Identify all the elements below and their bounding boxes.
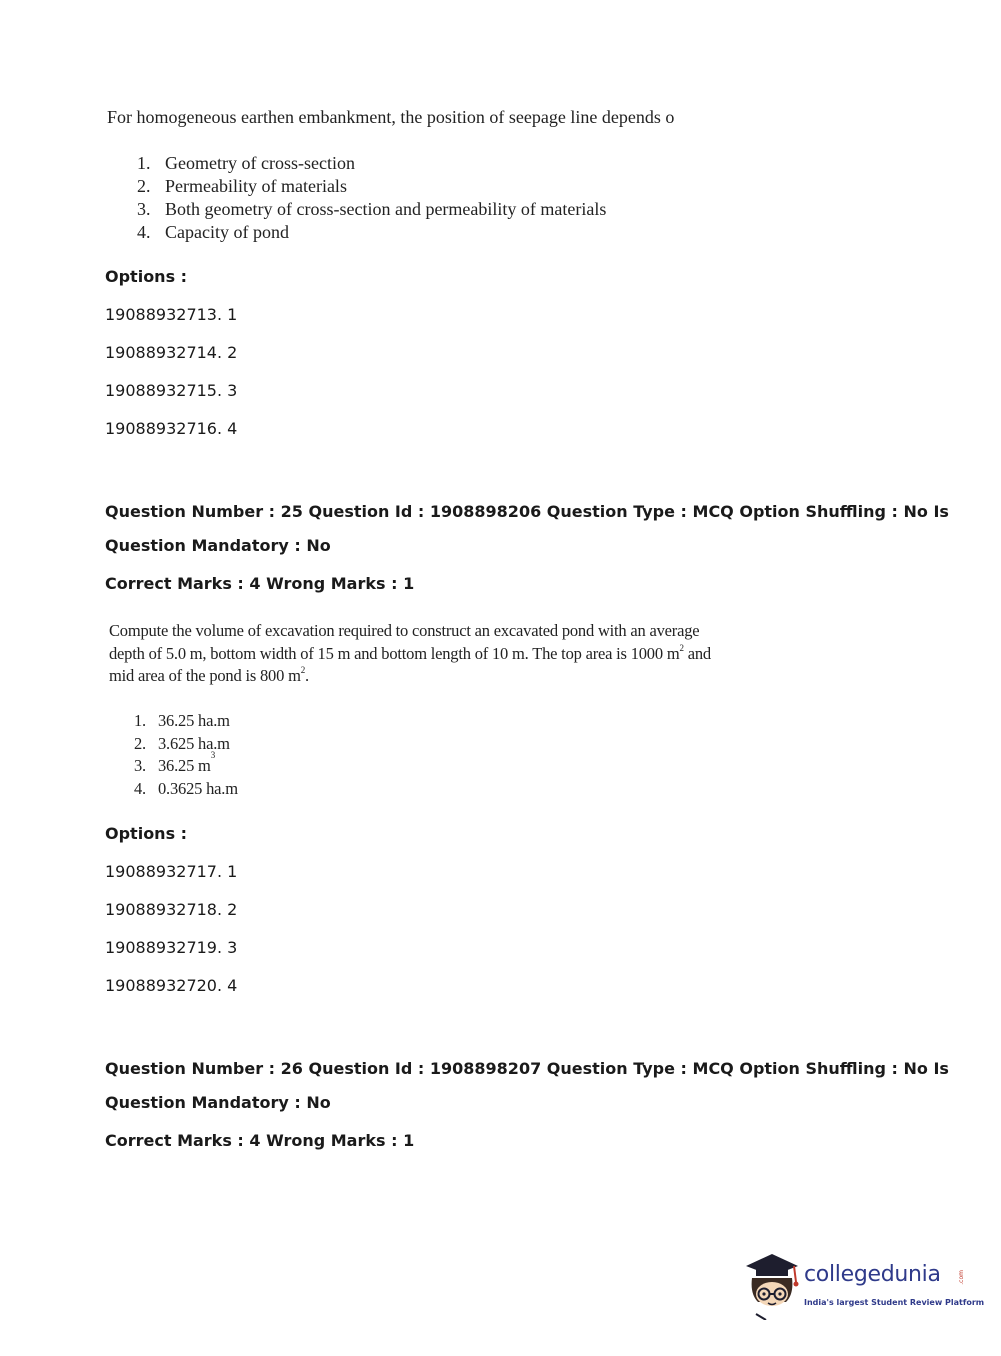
option-item: 19088932716. 4 [105,419,238,438]
choice-item: 3. 36.25 m 3 [134,750,215,775]
option-item: 19088932719. 3 [105,938,238,957]
choice-item: 1. 36.25 ha.m [134,711,230,730]
options-label: Options : [105,267,188,286]
choice-item: 1. Geometry of cross-section [137,153,355,173]
choice-list [137,152,606,244]
choice-item: 2. Permeability of materials [137,176,347,196]
choice-item: 4. 0.3625 ha.m [134,778,238,798]
option-item: 19088932718. 2 [105,900,238,919]
question-marks: Correct Marks : 4 Wrong Marks : 1 [105,1131,415,1150]
option-item: 19088932720. 4 [105,976,238,995]
question-stem: For homogeneous earthen embankment, the position of seepage line depends o [107,107,675,127]
option-item: 19088932713. 1 [105,305,238,324]
choice-list [134,710,238,800]
option-item: 19088932714. 2 [105,343,238,362]
choice-item: 3. Both geometry of cross-section and permeability of materials [137,199,607,219]
choice-item: 4. Capacity of pond [137,222,289,242]
collegedunia-logo[interactable] [742,1248,985,1320]
question-stem: Compute the volume of excavation required to construct an excavated pond with an average depth of 5.0 m, bottom width of 15 m and bottom length of 10 m. The top area is 1000 $m^2$ and mid area of the pond is 800 $m^2$. [109,621,711,685]
option-item: 19088932715. 3 [105,381,238,400]
brand-suffix: .com [958,1270,965,1285]
question-mandatory: Question Mandatory : No [105,536,331,555]
mascot-icon [742,1248,802,1320]
question-mandatory: Question Mandatory : No [105,1093,331,1112]
choice-item: 2. 3.625 ha.m [134,733,230,753]
question-meta: Question Number : 25 Question Id : 1908898206 Question Type : MCQ Option Shuffling : No Is [105,502,949,521]
question-meta: Question Number : 26 Question Id : 1908898207 Question Type : MCQ Option Shuffling : No Is [105,1059,949,1078]
question-marks: Correct Marks : 4 Wrong Marks : 1 [105,574,415,593]
brand-name: collegedunia [804,1262,941,1287]
brand-tagline: India's largest Student Review Platform [804,1298,985,1307]
options-label: Options : [105,824,188,843]
option-item: 19088932717. 1 [105,862,238,881]
